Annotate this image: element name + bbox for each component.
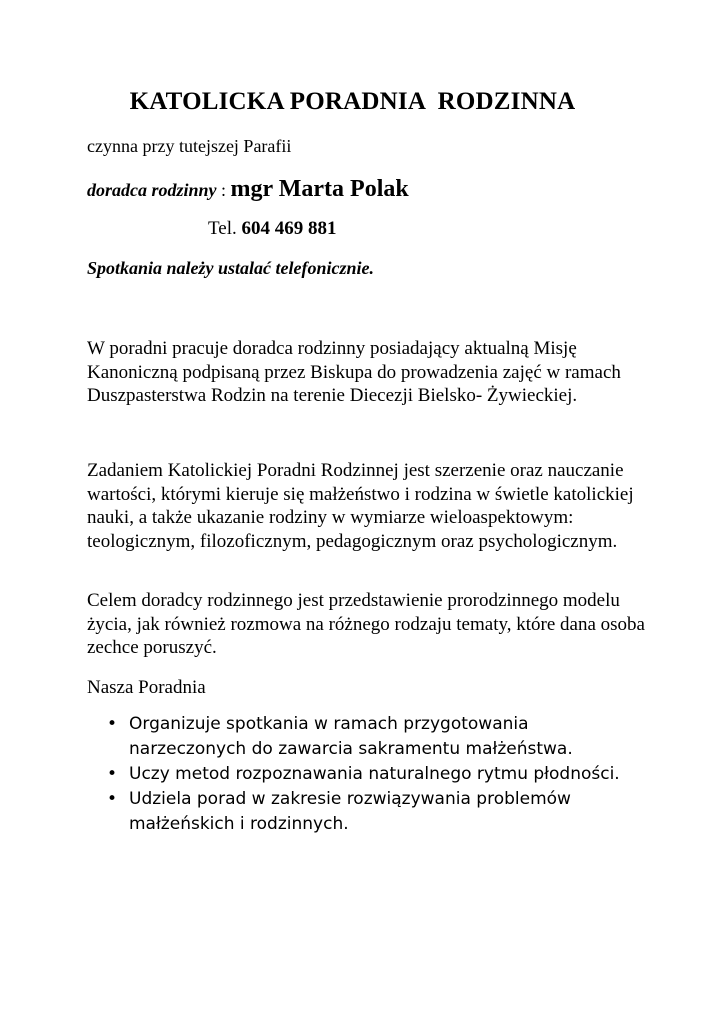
list-item [105, 712, 625, 762]
list-item-text: Uczy metod rozpoznawania naturalnego rytmu płodności. [129, 764, 620, 784]
advisor-name: mgr Marta Polak [230, 176, 409, 202]
list-item-text: Udziela porad w zakresie rozwiązywania problemów małżeńskich i rodzinnych. [129, 789, 571, 834]
page-title: KATOLICKA PORADNIA RODZINNA [129, 88, 576, 115]
paragraph-purpose: Zadaniem Katolickiej Poradni Rodzinnej jest szerzenie oraz nauczanie wartości, którymi kieruje się małżeństwo i rodzina w świetle katolickiej nauki, a także ukazanie rodziny w wymiarze wieloaspektowym: teologicznym, filozoficznym, pedagogicznym oraz psychologicznym. [87, 460, 634, 552]
phone-number: 604 469 881 [241, 218, 337, 239]
list-item [105, 787, 625, 837]
bullet-icon: • [107, 764, 118, 784]
bullet-icon: • [107, 714, 118, 734]
paragraph-goal: Celem doradcy rodzinnego jest przedstawienie prorodzinnego modelu życia, jak również rozmowa na różnego rodzaju tematy, które dana osoba zechce poruszyć. [87, 590, 645, 658]
list-item [105, 762, 625, 787]
bullet-icon: • [107, 789, 118, 809]
advisor-label: doradca rodzinny [87, 180, 217, 200]
phone-label: Tel. [208, 218, 242, 239]
phone-line [208, 218, 337, 240]
advisor-separator: : [216, 180, 231, 200]
subtitle: czynna przy tutejszej Parafii [87, 136, 292, 156]
paragraph-intro: Nasza Poradnia [87, 677, 206, 698]
list-item-text: Organizuje spotkania w ramach przygotowania narzeczonych do zawarcia sakramentu małżeństwa. [129, 714, 573, 759]
advisor-line [87, 176, 409, 203]
appointments-note: Spotkania należy ustalać telefonicznie. [87, 258, 375, 278]
services-list [105, 712, 625, 837]
paragraph-mission: W poradni pracuje doradca rodzinny posiadający aktualną Misję Kanoniczną podpisaną przez Biskupa do prowadzenia zajęć w ramach Duszpasterstwa Rodzin na terenie Diecezji Bielsko- Żywieckiej. [87, 338, 621, 406]
